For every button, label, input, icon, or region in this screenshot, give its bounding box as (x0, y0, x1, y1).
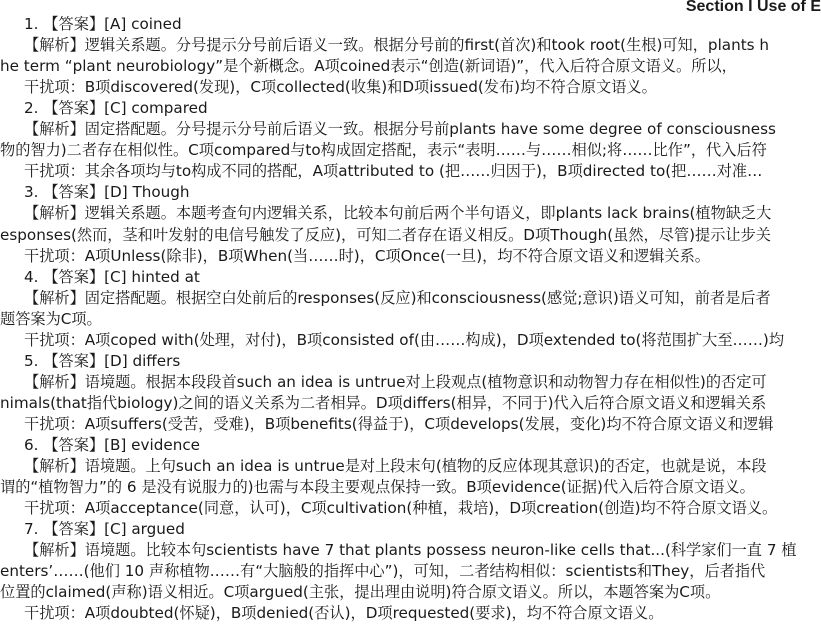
explanation-line: 物的智力)二者存在相似性。C项compared与to构成固定搭配，表示“表明……与……相似;将……比作”，代入后符 (0, 141, 767, 160)
section-title: Section I Use of E (685, 0, 821, 15)
distractor-line: 干扰项：B项discovered(发现)，C项collected(收集)和D项issued(发布)均不符合原文语义。 (24, 78, 657, 97)
answer-line: 6. 【答案】[B] evidence (24, 436, 201, 454)
distractor-line: 干扰项：其余各项均与to构成不同的搭配，A项attributed to (把……归因于)，B项directed to(把……对准… (24, 162, 763, 181)
explanation-line: 位置的claimed(声称)语义相近。C项argued(主张，提出理由说明)符合原文语义。所以，本题答案为C项。 (0, 583, 721, 602)
explanation-line: nimals(that指代biology)之间的语义关系为二者相异。D项differs(相异，不同于)代入后符合原文语义和逻辑关系 (0, 393, 767, 412)
answer-line: 3. 【答案】[D] Though (24, 183, 190, 202)
explanation-line: esponses(然而，茎和叶发射的电信号触发了反应)，可知二者存在语义相反。D项Though(虽然，尽管)提示让步关 (0, 225, 771, 244)
explanation-line: 【解析】语境题。根据本段段首such an idea is untrue对上段观点(植物意识和动物智力存在相似性)的否定可 (24, 372, 767, 391)
answer-line: 5. 【答案】[D] differs (24, 351, 181, 370)
answer-line: 4. 【答案】[C] hinted at (24, 267, 200, 286)
explanation-line: 【解析】语境题。比较本句scientists have 7 that plants possess neuron-like cells that...(科学家们一直 7 植 (24, 541, 797, 560)
explanation-line: 【解析】逻辑关系题。分号提示分号前后语义一致。根据分号前的first(首次)和took root(生根)可知，plants h (24, 36, 770, 55)
explanation-line: enters’……(他们 10 声称植物……有“大脑般的指挥中心”)，可知，二者结构相似：scientists和They，后者指代 (0, 562, 766, 581)
explanation-line: 谓的“植物智力”的 6 是没有说服力的)也需与本段主要观点保持一致。B项evidence(证据)代入后符合原文语义。 (0, 478, 755, 497)
distractor-line: 干扰项：A项doubted(怀疑)，B项denied(否认)，D项requested(要求)，均不符合原文语义。 (24, 604, 664, 623)
distractor-line: 干扰项：A项suffers(受苦，受难)，B项benefits(得益于)，C项develops(发展，变化)均不符合原文语义和逻辑 (24, 414, 774, 433)
explanation-line: 【解析】语境题。上句such an idea is untrue是对上段末句(植物的反应体现其意识)的否定，也就是说，本段 (24, 457, 767, 476)
distractor-line: 干扰项：A项coped with(处理，对付)，B项consisted of(由……构成)，D项extended to(将范围扩大至……)均 (24, 330, 785, 349)
explanation-line: he term “plant neurobiology”是个新概念。A项coined表示“创造(新词语)”，代入后符合原文语义。所以， (0, 57, 737, 76)
explanation-line: 【解析】固定搭配题。分号提示分号前后语义一致。根据分号前plants have some degree of consciousness (24, 120, 776, 139)
answer-line: 7. 【答案】[C] argued (24, 520, 185, 539)
answer-line: 2. 【答案】[C] compared (24, 99, 208, 118)
distractor-line: 干扰项：A项acceptance(同意，认可)，C项cultivation(种植，栽培)，D项creation(创造)均不符合原文语义。 (24, 499, 778, 518)
explanation-line: 【解析】固定搭配题。根据空白处前后的responses(反应)和consciousness(感觉;意识)语义可知，前者是后者 (24, 288, 771, 307)
explanation-line: 【解析】逻辑关系题。本题考查句内逻辑关系，比较本句前后两个半句语义，即plants lack brains(植物缺乏大 (24, 204, 772, 223)
explanation-line: 题答案为C项。 (0, 309, 102, 328)
distractor-line: 干扰项：A项Unless(除非)，B项When(当……时)，C项Once(一旦)，均不符合原文语义和逻辑关系。 (24, 246, 710, 265)
answer-line: 1. 【答案】[A] coined (24, 15, 182, 33)
